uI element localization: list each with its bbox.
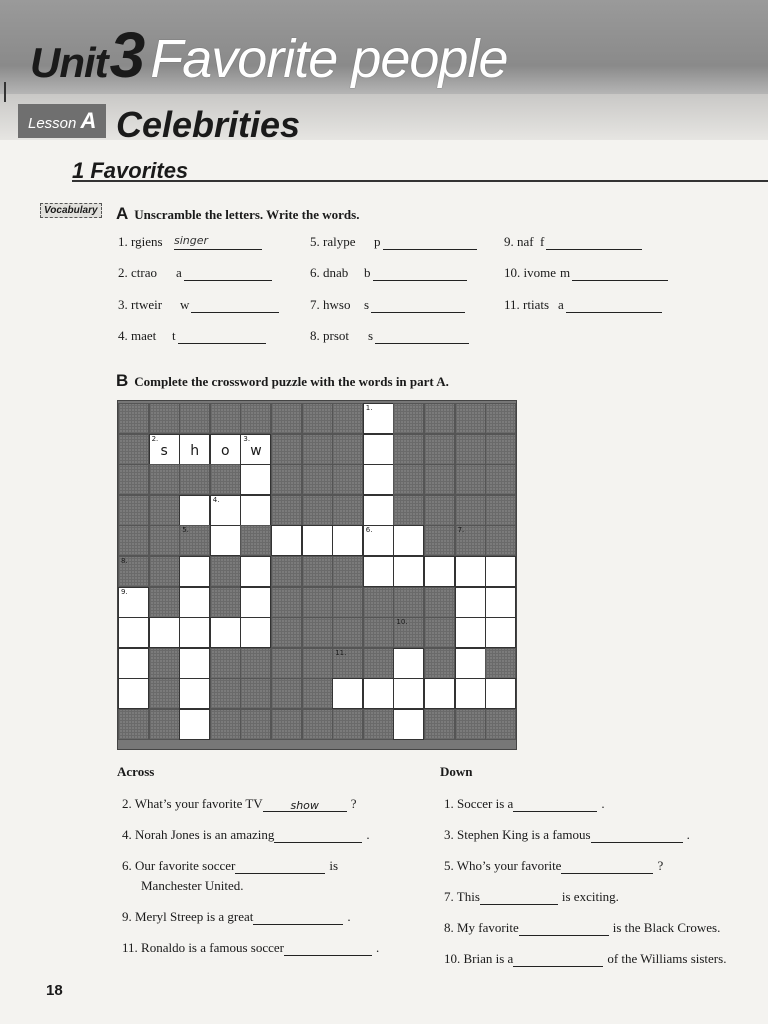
crossword-block [393,403,424,434]
crossword-block [393,587,424,618]
clue-text: 3. Stephen King is a famous [444,827,591,842]
vocabulary-badge: Vocabulary [40,203,102,218]
margin-mark [4,82,6,102]
clue-text: 9. Meryl Streep is a great [122,909,254,924]
clue-number: 10. [396,618,408,627]
answer-blank[interactable] [178,328,266,344]
crossword-cell[interactable] [424,556,455,587]
clue-blank[interactable] [480,890,558,905]
crossword-cell[interactable] [393,525,424,556]
crossword-cell[interactable] [455,556,486,587]
crossword-cell[interactable] [118,617,149,648]
part-a-text: Unscramble the letters. Write the words. [134,207,360,222]
clue-number: 11. [335,648,347,657]
crossword-block [332,587,363,618]
clue-text: 8. My favorite [444,920,519,935]
answer-blank[interactable] [184,265,272,281]
answer-blank[interactable] [566,297,662,313]
crossword-block [332,434,363,465]
crossword-block [302,403,333,434]
crossword-block [485,434,516,465]
crossword-block [240,709,271,740]
crossword-cell[interactable] [179,495,210,526]
crossword-cell[interactable] [363,556,394,587]
crossword-cell[interactable] [302,525,333,556]
section-divider [72,180,768,182]
crossword-block [424,525,455,556]
across-clue [122,795,356,812]
crossword-block [332,403,363,434]
crossword-cell[interactable] [240,434,271,465]
crossword-block [455,434,486,465]
part-a-instruction [116,204,359,224]
crossword-cell[interactable] [363,525,394,556]
crossword-block [302,556,333,587]
unscramble-label: 3. rtweir [118,297,163,312]
clue-ending: . [366,827,370,842]
crossword-block [424,709,455,740]
clue-blank[interactable] [284,941,372,956]
crossword-block [332,648,363,679]
unscramble-item [118,265,272,281]
down-clue [444,795,605,812]
crossword-block [210,464,241,495]
crossword-cell[interactable] [179,648,210,679]
crossword-block [271,617,302,648]
clue-text: 10. Brian is a [444,951,514,966]
unscramble-item [310,265,467,281]
unscramble-item [118,297,279,313]
crossword-block [271,434,302,465]
crossword-block [149,556,180,587]
crossword-block [424,617,455,648]
part-b-instruction [116,371,449,391]
clue-blank[interactable] [235,859,325,874]
crossword-block [332,709,363,740]
unscramble-label: 4. maet [118,328,157,343]
across-clue-continuation: Manchester United. [141,878,244,893]
page-number: 18 [46,982,63,999]
clue-number: 6. [365,526,373,535]
clue-blank[interactable] [519,921,609,936]
crossword-block [302,587,333,618]
clue-ending: . [347,909,351,924]
answer-blank[interactable] [375,328,469,344]
clue-blank[interactable] [253,910,343,925]
clue-number: 8. [121,557,128,565]
crossword-block [179,525,210,556]
crossword-block [393,464,424,495]
crossword-block [210,587,241,618]
clue-blank[interactable] [274,828,362,843]
unscramble-label: 10. ivome [504,265,556,280]
crossword-block [393,434,424,465]
unit-number: 3 [109,19,145,91]
crossword-cell[interactable] [393,678,424,709]
crossword-block [332,495,363,526]
crossword-block [271,678,302,709]
crossword-block [210,556,241,587]
clue-ending: ? [657,858,664,873]
crossword-cell[interactable] [149,434,180,465]
answer-blank[interactable]: singer [174,234,262,250]
unscramble-label: 5. ralype [310,234,356,249]
crossword-cell[interactable] [424,678,455,709]
crossword-block [240,403,271,434]
crossword-block [240,525,271,556]
clue-text: 5. Who’s your favorite [444,858,562,873]
crossword-block [210,678,241,709]
clue-ending: ? [350,796,357,811]
crossword-block [424,434,455,465]
crossword-block [118,525,149,556]
answer-blank[interactable] [572,265,668,281]
unscramble-hint: s [364,297,370,312]
unscramble-hint: w [180,297,190,312]
crossword-block [149,709,180,740]
unscramble-hint: f [540,234,545,249]
clue-number: 9. [121,587,128,596]
clue-text: 11. Ronaldo is a famous soccer [122,940,284,955]
crossword-block [179,464,210,495]
crossword-block [332,556,363,587]
answer-blank[interactable] [373,265,467,281]
crossword-block [271,403,302,434]
part-b-letter: B [116,371,129,390]
clue-ending: is the Black Crowes. [612,920,721,935]
crossword-block [393,617,424,648]
crossword-block [271,587,302,618]
crossword-cell[interactable] [240,617,271,648]
crossword-block [302,434,333,465]
crossword-cell[interactable] [179,678,210,709]
crossword-block [485,709,516,740]
clue-blank[interactable] [561,859,653,874]
crossword-cell[interactable] [485,678,516,709]
crossword-cell[interactable] [332,525,363,556]
crossword-block [210,709,241,740]
crossword-block [302,495,333,526]
down-clue [444,857,663,874]
crossword-block [271,556,302,587]
crossword-block [363,587,394,618]
crossword-block [271,648,302,679]
filled-letter: w [250,442,262,459]
unscramble-item [504,234,642,250]
filled-letter: s [160,442,168,459]
crossword-block [302,617,333,648]
crossword-cell[interactable] [455,678,486,709]
crossword-cell[interactable] [393,556,424,587]
lesson-title: Celebrities [116,104,301,145]
unscramble-hint: b [364,265,371,280]
clue-number: 5. [182,526,189,535]
across-clue [122,826,370,843]
crossword-cell[interactable] [118,678,149,709]
crossword-block [455,709,486,740]
crossword-cell[interactable] [363,403,394,434]
clue-blank[interactable]: show [263,797,347,812]
clue-ending: is exciting. [561,889,619,904]
unscramble-hint: m [560,265,571,280]
crossword-block [424,403,455,434]
crossword-block [455,464,486,495]
clue-text: 7. This [444,889,480,904]
unit-name: Favorite people [150,29,508,89]
crossword-block [149,678,180,709]
crossword-block [302,464,333,495]
crossword-block [149,403,180,434]
crossword-block [118,495,149,526]
filled-letter: o [221,442,230,459]
crossword-block [149,587,180,618]
across-clue [122,908,351,925]
answer-blank[interactable] [383,234,477,250]
clue-number: 4. [212,495,220,504]
down-heading: Down [440,764,473,779]
clue-blank[interactable] [513,952,603,967]
crossword-cell[interactable] [149,617,180,648]
crossword-grid [117,400,517,750]
unscramble-hint: a [176,265,182,280]
crossword-cell[interactable] [179,587,210,618]
down-clue [444,888,619,905]
unscramble-item [118,328,266,344]
crossword-block [149,464,180,495]
crossword-block [424,648,455,679]
crossword-block [363,617,394,648]
crossword-cell[interactable] [210,525,241,556]
clue-number: 2. [151,434,159,443]
crossword-cell[interactable] [455,617,486,648]
clue-ending: is [329,858,339,873]
crossword-block [424,464,455,495]
crossword-cell[interactable] [332,678,363,709]
unscramble-item [118,234,262,250]
filled-letter: h [190,442,200,459]
crossword-block [302,648,333,679]
lesson-tag [18,104,106,138]
across-heading: Across [117,764,155,779]
clue-ending: . [686,827,690,842]
crossword-cell[interactable] [363,464,394,495]
crossword-block [485,403,516,434]
clue-text: 1. Soccer is a [444,796,514,811]
crossword-cell[interactable] [240,464,271,495]
unit-word: Unit [30,39,108,86]
crossword-cell[interactable] [179,556,210,587]
crossword-cell[interactable] [210,617,241,648]
across-clue [122,857,338,874]
part-a-letter: A [116,204,129,223]
crossword-block [271,709,302,740]
clue-ending: . [375,940,380,955]
crossword-cell[interactable] [485,617,516,648]
crossword-block [118,403,149,434]
crossword-cell[interactable] [179,434,210,465]
section-title: 1 Favorites [72,158,189,183]
crossword-block [332,617,363,648]
unscramble-label: 6. dnab [310,265,349,280]
crossword-block [240,678,271,709]
crossword-cell[interactable] [363,678,394,709]
crossword-cell[interactable] [393,709,424,740]
crossword-block [271,464,302,495]
crossword-block [424,587,455,618]
crossword-block [455,525,486,556]
clue-text: 4. Norah Jones is an amazing [122,827,275,842]
crossword-cell[interactable] [240,495,271,526]
crossword-block [118,434,149,465]
clue-text: 2. What’s your favorite TV [122,796,263,811]
down-clue [444,826,690,843]
crossword-block [118,556,149,587]
crossword-block [271,495,302,526]
crossword-block [210,403,241,434]
down-clue [444,919,720,936]
across-clue [122,939,379,956]
unscramble-hint: p [374,234,381,249]
crossword-cell[interactable] [210,495,241,526]
unscramble-label: 7. hwso [310,297,351,312]
unscramble-hint: a [558,297,564,312]
crossword-cell[interactable] [485,587,516,618]
crossword-block [455,495,486,526]
crossword-block [149,525,180,556]
crossword-cell[interactable] [240,556,271,587]
crossword-cell[interactable] [455,587,486,618]
unscramble-item [504,297,662,313]
clue-text: 6. Our favorite soccer [122,858,236,873]
crossword-cell[interactable] [240,587,271,618]
crossword-cell[interactable] [363,495,394,526]
clue-number: 3. [243,434,251,443]
crossword-cell[interactable] [363,434,394,465]
crossword-block [393,495,424,526]
crossword-block [302,678,333,709]
crossword-block [302,709,333,740]
answer-blank[interactable] [546,234,642,250]
unscramble-label: 11. rtiats [504,297,550,312]
clue-blank[interactable] [513,797,597,812]
unscramble-label: 2. ctrao [118,265,157,280]
clue-number: 1. [365,404,373,412]
lesson-label: Lesson [28,115,77,132]
unscramble-item [504,265,668,281]
crossword-block [118,709,149,740]
crossword-block [424,495,455,526]
crossword-cell[interactable] [179,617,210,648]
unit-title [30,18,507,92]
crossword-block [455,403,486,434]
unscramble-hint: t [172,328,176,343]
crossword-block [485,648,516,679]
part-b-text: Complete the crossword puzzle with the words in part A. [134,374,449,389]
unscramble-item [310,234,477,250]
answer-blank[interactable] [371,297,465,313]
crossword-block [210,648,241,679]
crossword-block [149,648,180,679]
crossword-cell[interactable] [210,434,241,465]
clue-ending: of the Williams sisters. [607,951,727,966]
crossword-cell[interactable] [393,648,424,679]
unscramble-item [310,328,469,344]
crossword-cell[interactable] [271,525,302,556]
crossword-block [363,648,394,679]
lesson-letter: A [80,108,97,133]
crossword-cell[interactable] [118,648,149,679]
crossword-block [485,525,516,556]
crossword-cell[interactable] [455,648,486,679]
answer-blank[interactable] [191,297,279,313]
crossword-block [485,464,516,495]
crossword-cell[interactable] [179,709,210,740]
unscramble-label: 9. naf [504,234,534,249]
crossword-block [485,495,516,526]
crossword-block [240,648,271,679]
unscramble-item [310,297,465,313]
clue-number: 7. [457,526,465,535]
unscramble-hint: s [368,328,374,343]
crossword-block [363,709,394,740]
crossword-block [118,464,149,495]
unscramble-label: 1. rgiens [118,234,163,249]
crossword-block [149,495,180,526]
crossword-cell[interactable] [118,587,149,618]
crossword-block [332,464,363,495]
crossword-cell[interactable] [485,556,516,587]
clue-ending: . [601,796,605,811]
unscramble-label: 8. prsot [310,328,349,343]
down-clue [444,950,726,967]
crossword-block [179,403,210,434]
clue-blank[interactable] [591,828,683,843]
